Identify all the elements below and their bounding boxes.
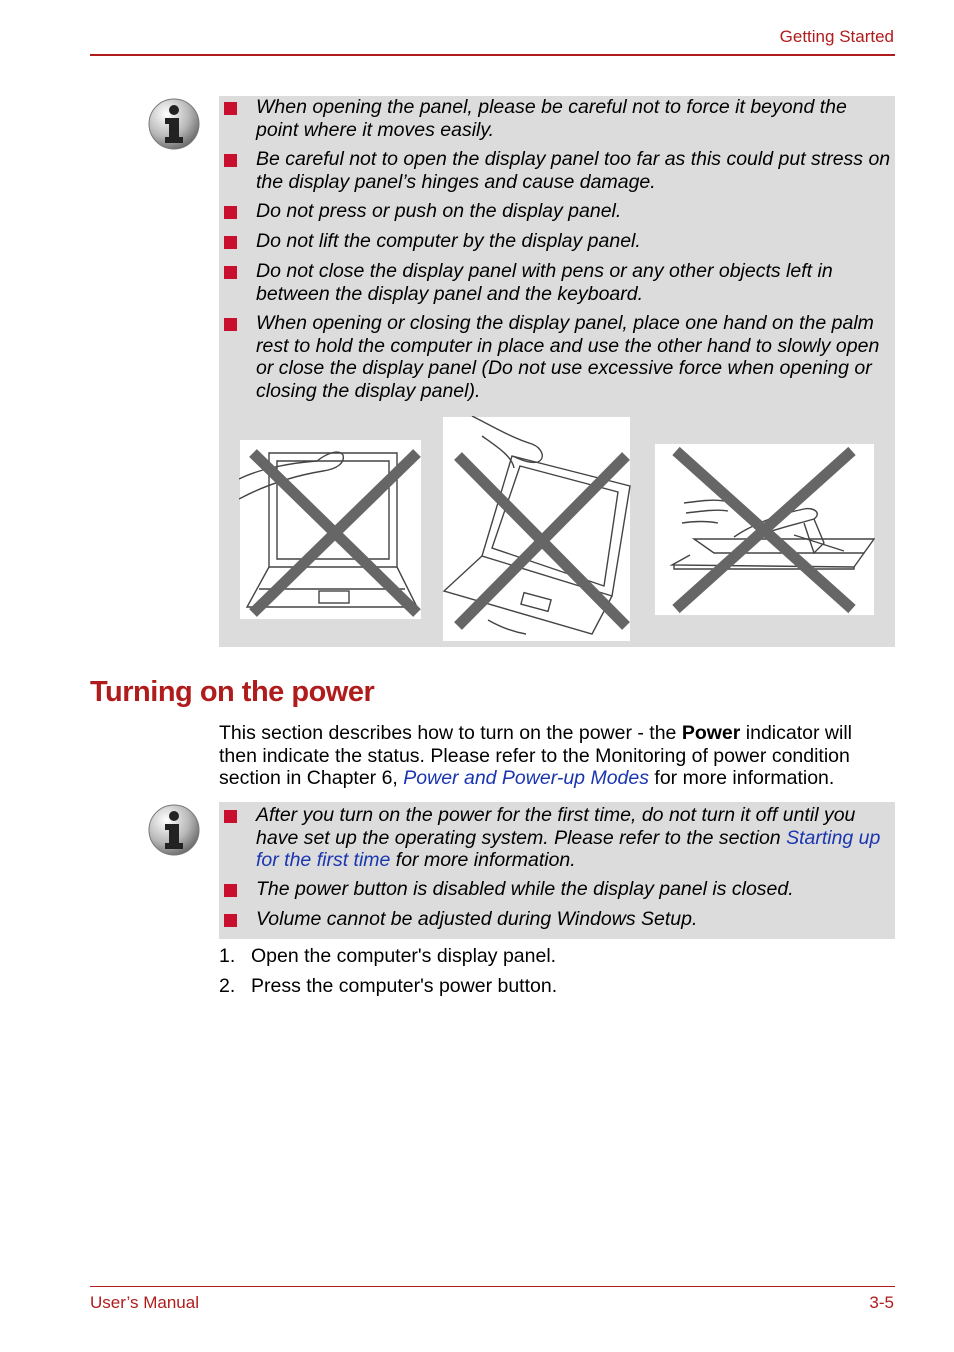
page-number: 3-5 — [869, 1293, 894, 1312]
note-text: When opening the panel, please be careful not to force it beyond the point where it moves easily. — [256, 96, 847, 141]
footer-rule — [90, 1286, 895, 1287]
intro-text: indicator will then indicate the status. Please refer to the Monitoring of power condition section in Chapter 6, — [219, 722, 852, 789]
bullet — [224, 266, 237, 279]
starting-up-link[interactable]: Starting up for the first time — [256, 826, 881, 871]
lift-by-panel-illustration — [442, 416, 631, 642]
bullet — [224, 914, 237, 927]
info-note — [219, 802, 895, 939]
note-text: When opening or closing the display panel, place one hand on the palm rest to hold the computer in place and use the other hand to slowly open or close the display panel (Do not use excessive force when opening or closing the display panel). — [256, 312, 880, 402]
intro-text: This section describes how to turn on the power - the — [219, 722, 682, 744]
step-number: 2. — [219, 975, 236, 997]
note-text: Do not lift the computer by the display panel. — [256, 230, 641, 252]
bullet — [224, 318, 237, 331]
note-text: Volume cannot be adjusted during Windows Setup. — [256, 908, 698, 930]
header-rule — [90, 54, 895, 56]
intro-paragraph — [219, 722, 895, 790]
power-modes-link[interactable]: Power and Power-up Modes — [403, 767, 649, 789]
running-header: Getting Started — [779, 27, 894, 46]
pen-between-panel-illustration — [654, 443, 875, 616]
bullet — [224, 154, 237, 167]
footer-title: User’s Manual — [90, 1293, 199, 1312]
bullet — [224, 102, 237, 115]
note-text: Do not press or push on the display panel. — [256, 200, 622, 222]
press-panel-illustration — [239, 439, 422, 620]
step-item — [219, 945, 556, 968]
step-number: 1. — [219, 945, 236, 967]
note-text-part: After you turn on the power for the first time, do not turn it off until you have set up the operating system. Please refer to the section — [256, 804, 856, 849]
note-text: The power button is disabled while the display panel is closed. — [256, 878, 794, 900]
info-icon — [148, 98, 200, 150]
bullet — [224, 884, 237, 897]
power-term: Power — [681, 722, 741, 744]
step-text: Open the computer's display panel. — [251, 945, 557, 967]
section-heading: Turning on the power — [90, 676, 375, 708]
note-text-part: for more information. — [390, 849, 576, 871]
step-item — [219, 975, 557, 998]
step-text: Press the computer's power button. — [251, 975, 558, 997]
note-text — [256, 804, 892, 872]
caution-note — [219, 96, 895, 647]
note-text: Do not close the display panel with pens or any other objects left in between the display panel and the keyboard. — [256, 260, 833, 305]
info-icon — [148, 804, 200, 856]
intro-text: for more information. — [648, 767, 835, 789]
bullet — [224, 236, 237, 249]
note-text: Be careful not to open the display panel too far as this could put stress on the display panel’s hinges and cause damage. — [256, 148, 891, 193]
bullet — [224, 206, 237, 219]
bullet — [224, 810, 237, 823]
